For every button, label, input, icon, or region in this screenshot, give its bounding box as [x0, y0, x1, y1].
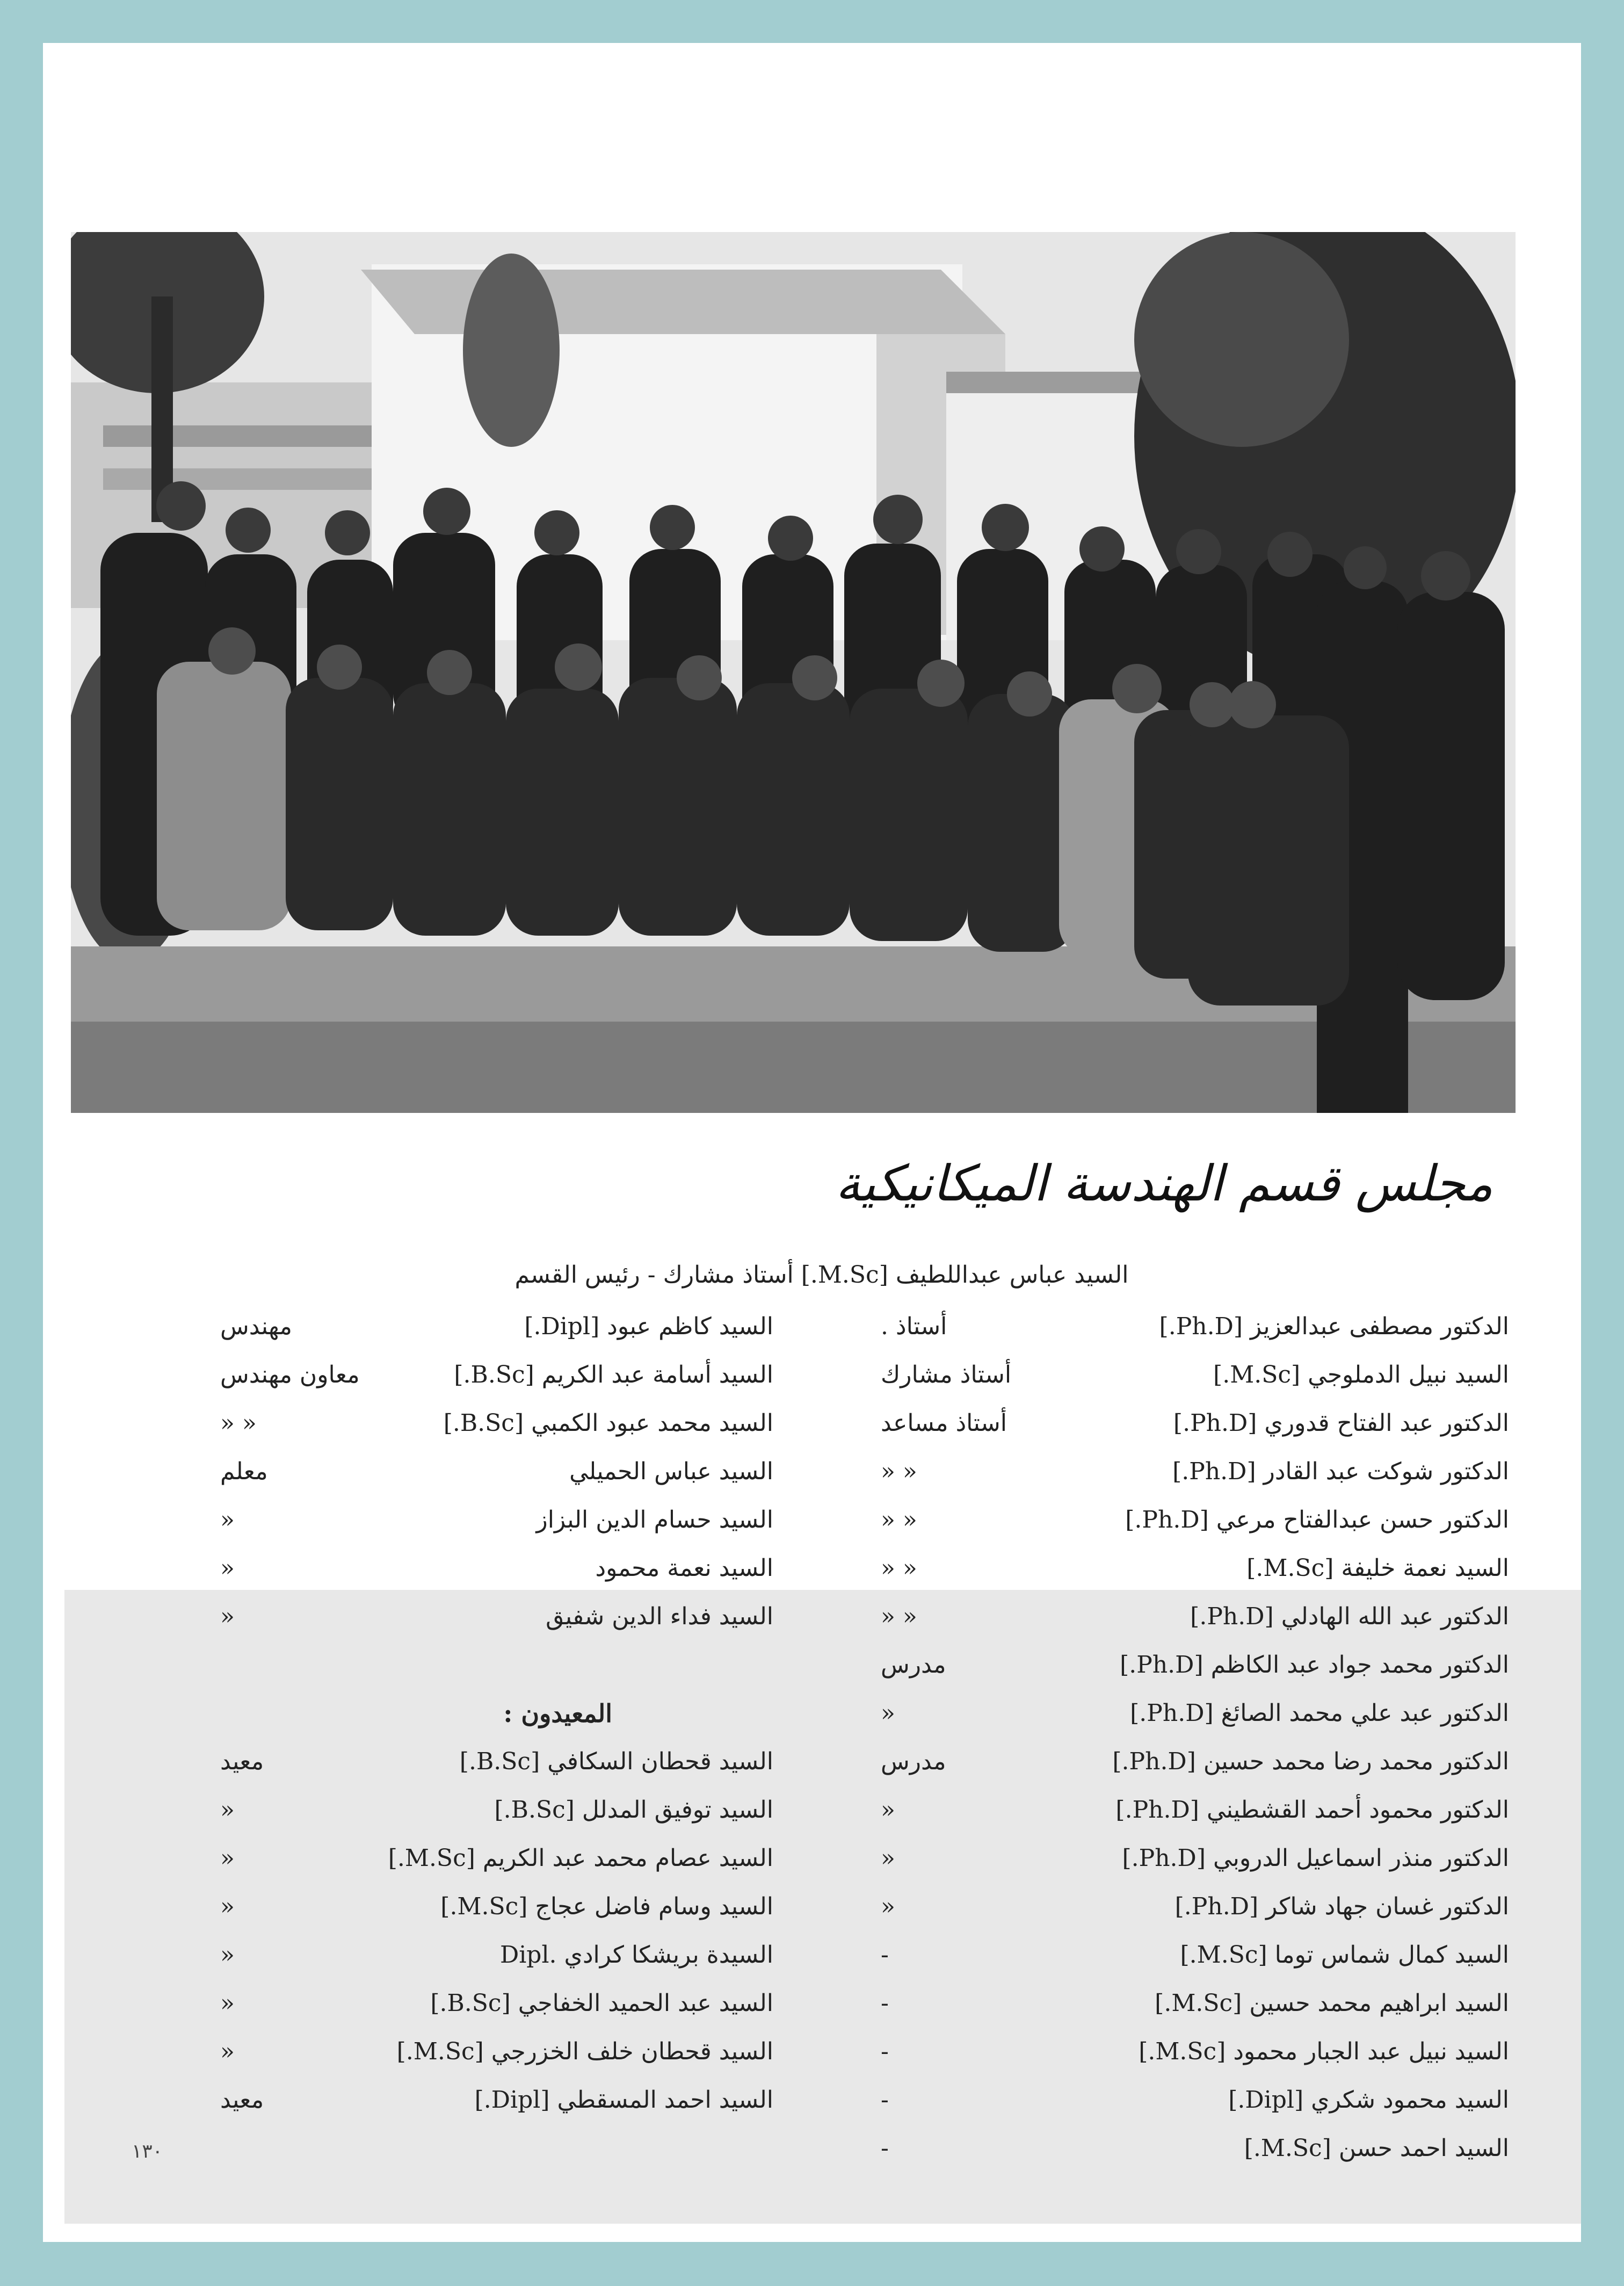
faculty-row [881, 2076, 1509, 2124]
staff-role: معاون مهندس [220, 1361, 360, 1388]
demonstrator-row [220, 1786, 773, 1834]
faculty-row [881, 1786, 1509, 1834]
group-photo [71, 232, 1516, 1113]
department-head: السيد عباس عبداللطيف [M.Sc.] أستاذ مشارك - رئيس القسم [514, 1261, 1129, 1289]
staff-row [220, 1593, 773, 1641]
staff-role: « « [220, 1409, 257, 1437]
faculty-row [881, 1303, 1509, 1351]
faculty-name: الدكتور شوكت عبد القادر [Ph.D.] [1172, 1458, 1509, 1485]
demonstrator-name: السيد وسام فاضل عجاج [M.Sc.] [440, 1893, 773, 1920]
staff-name: السيد فداء الدين شفيق [546, 1603, 773, 1630]
faculty-row [881, 1399, 1509, 1448]
faculty-name: السيد نبيل عبد الجبار محمود [M.Sc.] [1139, 2038, 1509, 2065]
demonstrator-role: « [220, 1844, 235, 1872]
demonstrator-role: « [220, 1796, 235, 1824]
faculty-name: السيد احمد حسن [M.Sc.] [1244, 2135, 1509, 2162]
faculty-role: مدرس [881, 1748, 946, 1775]
group-photo-illustration [71, 232, 1516, 1113]
demonstrator-name: السيد عبد الحميد الخفاجي [B.Sc.] [430, 1990, 773, 2017]
faculty-role: « [881, 1893, 895, 1920]
faculty-role: - [881, 2038, 889, 2065]
demonstrator-row [220, 2028, 773, 2076]
staff-role: مهندس [220, 1313, 292, 1340]
faculty-row [881, 1641, 1509, 1689]
faculty-name: الدكتور حسن عبدالفتاح مرعي [Ph.D.] [1125, 1506, 1509, 1533]
faculty-name: السيد كمال شماس توما [M.Sc.] [1180, 1941, 1509, 1969]
demonstrator-role: « [220, 2038, 235, 2065]
demonstrator-role: معيد [220, 2086, 264, 2114]
faculty-row [881, 2124, 1509, 2173]
faculty-role: « « [881, 1506, 917, 1533]
demonstrator-role: « [220, 1990, 235, 2017]
faculty-name: الدكتور مصطفى عبدالعزيز [Ph.D.] [1159, 1313, 1509, 1340]
faculty-row [881, 1351, 1509, 1399]
faculty-name: الدكتور عبد الفتاح قدوري [Ph.D.] [1173, 1409, 1509, 1437]
faculty-role: « « [881, 1554, 917, 1582]
faculty-name: السيد نبيل الدملوجي [M.Sc.] [1213, 1361, 1509, 1388]
staff-name: السيد أسامة عبد الكريم [B.Sc.] [454, 1361, 773, 1388]
faculty-role: أستاذ مساعد [881, 1409, 1007, 1437]
faculty-role: أستاذ . [881, 1313, 947, 1340]
faculty-name: الدكتور محمد جواد عبد الكاظم [Ph.D.] [1120, 1651, 1509, 1679]
faculty-row [881, 1979, 1509, 2028]
demonstrator-row [220, 1931, 773, 1979]
staff-name: السيد حسام الدين البزاز [536, 1506, 773, 1533]
demonstrators-heading: المعيدون : [503, 1699, 612, 1728]
faculty-role: « [881, 1699, 895, 1727]
faculty-role: - [881, 1990, 889, 2017]
staff-name: السيد نعمة محمود [595, 1554, 773, 1582]
demonstrator-role: « [220, 1893, 235, 1920]
staff-column [220, 1303, 773, 2124]
faculty-row [881, 1738, 1509, 1786]
faculty-role: - [881, 2086, 889, 2114]
faculty-row [881, 2028, 1509, 2076]
faculty-name: الدكتور عبد الله الهادلي [Ph.D.] [1190, 1603, 1509, 1630]
faculty-name: السيد محمود شكري [Dipl.] [1228, 2086, 1509, 2114]
staff-row [220, 1544, 773, 1593]
faculty-row [881, 1544, 1509, 1593]
staff-role: « [220, 1554, 235, 1582]
demonstrator-row [220, 1979, 773, 2028]
faculty-role: مدرس [881, 1651, 946, 1679]
demonstrator-row [220, 1738, 773, 1786]
demonstrator-name: السيد قحطان خلف الخزرجي [M.Sc.] [396, 2038, 773, 2065]
faculty-row [881, 1883, 1509, 1931]
faculty-name: الدكتور عبد علي محمد الصائغ [Ph.D.] [1130, 1699, 1509, 1727]
faculty-row [881, 1834, 1509, 1883]
faculty-name: السيد ابراهيم محمد حسين [M.Sc.] [1155, 1990, 1509, 2017]
faculty-column [881, 1303, 1509, 2173]
staff-row [220, 1448, 773, 1496]
faculty-row [881, 1448, 1509, 1496]
staff-row [220, 1351, 773, 1399]
faculty-row [881, 1689, 1509, 1738]
staff-role: معلم [220, 1458, 268, 1485]
page-number: ١٣٠ [132, 2140, 163, 2162]
demonstrator-role: « [220, 1941, 235, 1969]
staff-role: « [220, 1603, 235, 1630]
demonstrator-row [220, 2076, 773, 2124]
demonstrator-name: السيد قحطان السكافي [B.Sc.] [459, 1748, 773, 1775]
faculty-role: أستاذ مشارك [881, 1361, 1012, 1388]
staff-row [220, 1496, 773, 1544]
demonstrator-role: معيد [220, 1748, 264, 1775]
faculty-name: الدكتور محمد رضا محمد حسين [Ph.D.] [1112, 1748, 1509, 1775]
page-title: مجلس قسم الهندسة الميكانيكية [835, 1155, 1493, 1212]
staff-row [220, 1399, 773, 1448]
staff-row [220, 1303, 773, 1351]
staff-name: السيد كاظم عبود [Dipl.] [524, 1313, 773, 1340]
faculty-role: « [881, 1844, 895, 1872]
faculty-row [881, 1496, 1509, 1544]
faculty-row [881, 1931, 1509, 1979]
demonstrator-name: السيد عصام محمد عبد الكريم [M.Sc.] [388, 1844, 773, 1872]
demonstrator-name: السيد احمد المسقطي [Dipl.] [474, 2086, 773, 2114]
staff-name: السيد عباس الحميلي [569, 1458, 773, 1485]
page [43, 43, 1581, 2242]
faculty-name: الدكتور محمود أحمد القشطيني [Ph.D.] [1115, 1796, 1509, 1824]
faculty-role: - [881, 1941, 889, 1969]
faculty-role: « « [881, 1458, 917, 1485]
faculty-name: السيد نعمة خليفة [M.Sc.] [1246, 1554, 1509, 1582]
demonstrator-name: السيد توفيق المدلل [B.Sc.] [494, 1796, 773, 1824]
faculty-name: الدكتور منذر اسماعيل الدروبي [Ph.D.] [1122, 1844, 1509, 1872]
demonstrator-row [220, 1834, 773, 1883]
faculty-role: « [881, 1796, 895, 1824]
staff-role: « [220, 1506, 235, 1533]
staff-name: السيد محمد عبود الكمبي [B.Sc.] [443, 1409, 773, 1437]
demonstrator-row [220, 1883, 773, 1931]
demonstrator-name: السيدة بريشكا كرادي .Dipl [499, 1941, 773, 1969]
faculty-role: - [881, 2135, 889, 2162]
faculty-name: الدكتور غسان جهاد شاكر [Ph.D.] [1175, 1893, 1509, 1920]
faculty-role: « « [881, 1603, 917, 1630]
faculty-row [881, 1593, 1509, 1641]
